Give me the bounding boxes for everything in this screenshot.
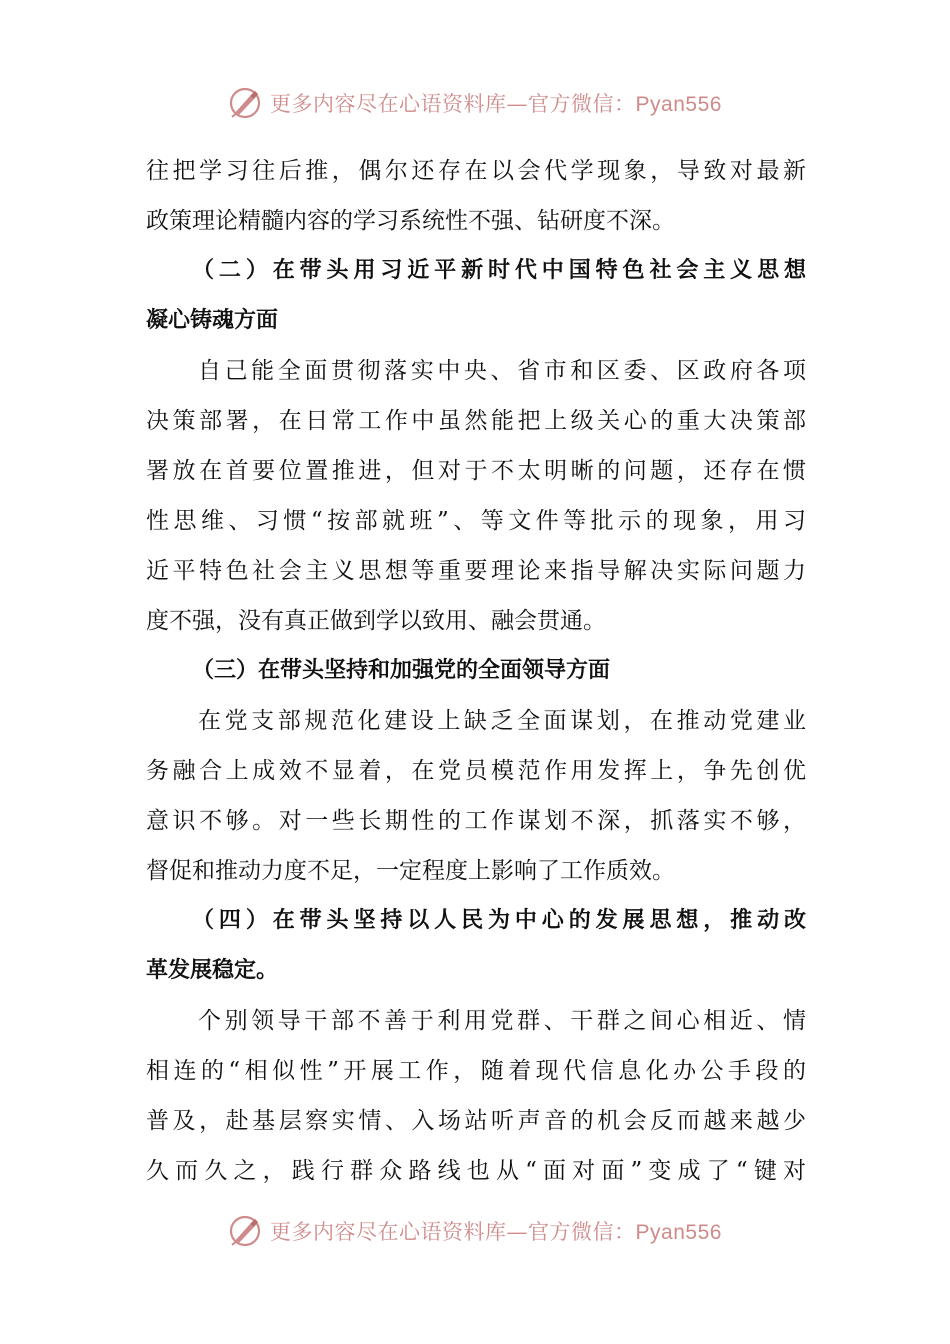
section-heading-4-cont: 革发展稳定。 xyxy=(146,958,279,983)
watermark-banner-top xyxy=(0,80,950,126)
body-line: 近平特色社会主义思想等重要理论来指导解决实际问题力 xyxy=(146,558,806,584)
body-line: 往把学习往后推，偶尔还存在以会代学现象，导致对最新 xyxy=(146,158,806,184)
body-line: 政策理论精髓内容的学习系统性不强、钻研度不深。 xyxy=(146,208,675,234)
watermark-text: 更多内容尽在心语资料库—官方微信：Pyan556 xyxy=(270,1220,722,1244)
body-line: 督促和推动力度不足，一定程度上影响了工作质效。 xyxy=(146,858,675,884)
body-line: 久而久之，践行群众路线也从“面对面”变成了“键对 xyxy=(146,1158,806,1184)
body-line: 决策部署，在日常工作中虽然能把上级关心的重大决策部 xyxy=(146,408,806,434)
body-line: 普及，赴基层察实情、入场站听声音的机会反而越来越少 xyxy=(146,1108,806,1134)
section-heading-3: （三）在带头坚持和加强党的全面领导方面 xyxy=(192,658,611,683)
section-heading-2: （二）在带头用习近平新时代中国特色社会主义思想 xyxy=(192,258,806,283)
body-line: 意识不够。对一些长期性的工作谋划不深，抓落实不够， xyxy=(146,808,806,834)
watermark-text: 更多内容尽在心语资料库—官方微信：Pyan556 xyxy=(270,92,722,116)
pen-logo-icon xyxy=(228,1214,262,1248)
body-line: 自己能全面贯彻落实中央、省市和区委、区政府各项 xyxy=(198,358,806,384)
section-heading-4: （四）在带头坚持以人民为中心的发展思想，推动改 xyxy=(192,908,806,933)
document-body xyxy=(146,146,806,1196)
pen-logo-icon xyxy=(228,86,262,120)
body-line: 度不强，没有真正做到学以致用、融会贯通。 xyxy=(146,608,606,634)
body-line: 在党支部规范化建设上缺乏全面谋划，在推动党建业 xyxy=(198,708,806,734)
body-line: 个别领导干部不善于利用党群、干群之间心相近、情 xyxy=(198,1008,806,1034)
body-line: 署放在首要位置推进，但对于不太明晰的问题，还存在惯 xyxy=(146,458,806,484)
body-line: 务融合上成效不显着，在党员模范作用发挥上，争先创优 xyxy=(146,758,806,784)
body-line: 相连的“相似性”开展工作，随着现代信息化办公手段的 xyxy=(146,1058,806,1084)
section-heading-2-cont: 凝心铸魂方面 xyxy=(146,308,279,333)
watermark-banner-bottom xyxy=(0,1208,950,1254)
body-line: 性思维、习惯“按部就班”、等文件等批示的现象，用习 xyxy=(146,508,806,534)
